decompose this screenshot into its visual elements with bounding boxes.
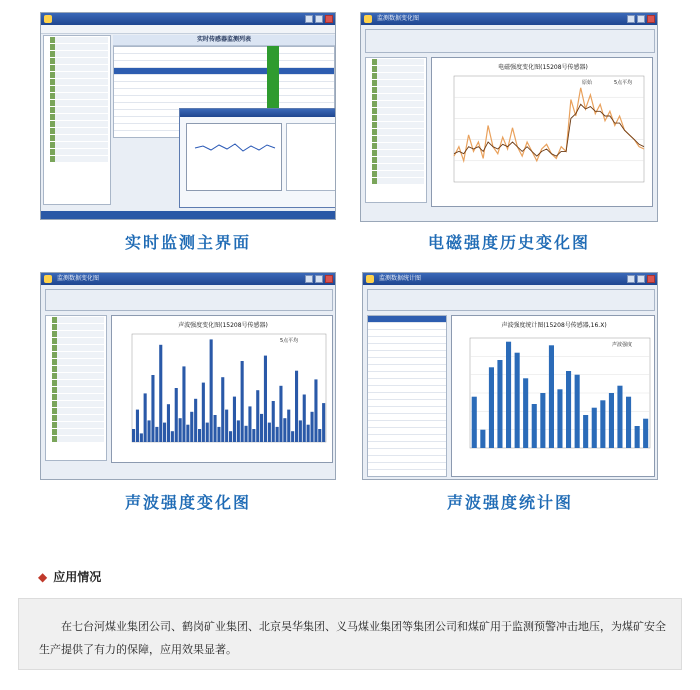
bar xyxy=(515,353,520,448)
bar xyxy=(549,345,554,448)
sensor-tree[interactable] xyxy=(43,35,111,205)
bar xyxy=(566,371,571,448)
maximize-icon[interactable] xyxy=(637,275,645,283)
bar xyxy=(532,404,537,448)
bar xyxy=(206,423,209,442)
bar xyxy=(557,389,562,448)
bar xyxy=(167,404,170,442)
em-history-svg xyxy=(432,58,654,208)
window-title: 监测数据统计图 xyxy=(379,275,422,282)
legend-label: 5点平均 xyxy=(280,338,299,344)
bar xyxy=(190,412,193,442)
legend-label: 原始 xyxy=(582,80,593,86)
close-icon[interactable] xyxy=(325,15,333,23)
bar xyxy=(221,377,224,442)
bar xyxy=(626,397,631,448)
bar xyxy=(155,427,158,442)
bar xyxy=(198,429,201,442)
section-title-text: 应用情况 xyxy=(53,570,102,584)
window-titlebar xyxy=(363,273,657,285)
stats-table[interactable] xyxy=(367,315,447,477)
bar xyxy=(283,418,286,442)
bar xyxy=(132,429,135,442)
bar xyxy=(489,367,494,448)
bar xyxy=(272,401,275,442)
query-controls[interactable] xyxy=(367,289,655,311)
caption-acoustic-change: 声波强度变化图 xyxy=(124,493,251,512)
minimize-icon[interactable] xyxy=(627,275,635,283)
maximize-icon[interactable] xyxy=(315,275,323,283)
close-icon[interactable] xyxy=(325,275,333,283)
acoustic-stats-chart xyxy=(451,315,655,477)
chart-title: 声波强度统计图(15208号传感器,16.X) xyxy=(501,322,607,329)
bar xyxy=(179,418,182,442)
close-icon[interactable] xyxy=(647,275,655,283)
acoustic-stats-svg xyxy=(452,316,656,478)
bar xyxy=(217,427,220,442)
bar xyxy=(540,393,545,448)
status-bar xyxy=(41,211,336,220)
section-title xyxy=(38,568,101,585)
caption-realtime: 实时监测主界面 xyxy=(124,233,251,252)
acoustic-change-screenshot xyxy=(40,272,336,480)
bar xyxy=(287,410,290,442)
sensor-list[interactable] xyxy=(365,57,427,203)
realtime-info-panel xyxy=(286,123,336,191)
realtime-panel-title: 实时传感器监测列表 xyxy=(113,35,335,46)
bar xyxy=(256,390,259,442)
bar xyxy=(148,420,151,442)
bar xyxy=(202,383,205,442)
inner-window-titlebar xyxy=(180,109,336,117)
chart-title: 声波强度变化图(15208号传感器) xyxy=(178,322,268,329)
bar xyxy=(600,400,605,448)
caption-acoustic-stats: 声波强度统计图 xyxy=(446,493,573,512)
app-icon xyxy=(44,275,52,283)
bar xyxy=(171,431,174,442)
window-titlebar xyxy=(361,13,657,25)
bar xyxy=(214,415,217,442)
bar xyxy=(151,375,154,442)
realtime-plot-svg xyxy=(187,124,283,192)
legend-label: 5点平均 xyxy=(614,80,633,86)
window-title: 监测数据变化图 xyxy=(377,15,420,22)
bar xyxy=(322,403,325,442)
acoustic-stats-screenshot xyxy=(362,272,658,480)
em-history-screenshot xyxy=(360,12,658,222)
window-titlebar xyxy=(41,13,335,25)
bar xyxy=(279,386,282,442)
bar xyxy=(635,426,640,448)
description-text: 在七台河煤业集团公司、鹤岗矿业集团、北京昊华集团、义马煤业集团等集团公司和煤矿用于监测预警冲击地压，为煤矿安全生产提供了有力的保障，应用效果显著。 xyxy=(39,620,666,656)
bar xyxy=(260,414,263,442)
plot-area xyxy=(454,76,644,182)
bar xyxy=(194,399,197,442)
realtime-monitor-screenshot xyxy=(40,12,336,220)
bar xyxy=(472,397,477,448)
maximize-icon[interactable] xyxy=(637,15,645,23)
bar xyxy=(229,431,232,442)
bar xyxy=(592,408,597,448)
bar xyxy=(497,360,502,448)
realtime-curve-window xyxy=(179,108,336,208)
bar xyxy=(523,378,528,448)
window-title: 监测数据变化图 xyxy=(57,275,100,282)
bar xyxy=(575,375,580,448)
bar xyxy=(210,339,213,442)
query-controls[interactable] xyxy=(365,29,655,53)
bar xyxy=(307,425,310,442)
minimize-icon[interactable] xyxy=(305,275,313,283)
bar xyxy=(617,386,622,448)
app-icon xyxy=(366,275,374,283)
acoustic-change-chart xyxy=(111,315,333,463)
bar xyxy=(182,366,185,442)
bar xyxy=(144,393,147,442)
bar xyxy=(314,379,317,442)
bar xyxy=(175,388,178,442)
bar xyxy=(311,412,314,442)
bar xyxy=(241,361,244,442)
bar xyxy=(186,425,189,442)
bar xyxy=(237,420,240,442)
bar xyxy=(299,420,302,442)
bar xyxy=(609,393,614,448)
query-controls[interactable] xyxy=(45,289,333,311)
bar xyxy=(318,429,321,442)
bar xyxy=(506,342,511,448)
bar xyxy=(252,429,255,442)
close-icon[interactable] xyxy=(647,15,655,23)
bar xyxy=(136,410,139,442)
bar xyxy=(480,430,485,448)
realtime-plot xyxy=(186,123,282,191)
bottom-options[interactable] xyxy=(365,207,655,219)
bar xyxy=(225,410,228,442)
window-titlebar xyxy=(41,273,335,285)
bar xyxy=(159,345,162,442)
bar xyxy=(245,426,248,442)
bar xyxy=(140,433,143,442)
acoustic-change-svg xyxy=(112,316,334,464)
bar xyxy=(163,423,166,442)
app-icon xyxy=(44,15,52,23)
bar xyxy=(248,406,251,442)
minimize-icon[interactable] xyxy=(627,15,635,23)
caption-em-history: 电磁强度历史变化图 xyxy=(427,233,590,252)
diamond-bullet-icon: ◆ xyxy=(38,570,48,584)
sensor-tree[interactable] xyxy=(45,315,107,461)
bar xyxy=(233,397,236,442)
minimize-icon[interactable] xyxy=(305,15,313,23)
bar xyxy=(303,395,306,443)
bar xyxy=(268,423,271,442)
em-history-chart xyxy=(431,57,653,207)
bottom-options[interactable] xyxy=(45,465,333,477)
bar xyxy=(291,431,294,442)
bar xyxy=(643,419,648,448)
application-description xyxy=(18,598,682,670)
bar xyxy=(583,415,588,448)
chart-title: 电磁强度变化图(15208号传感器) xyxy=(498,64,588,71)
bar xyxy=(264,356,267,442)
maximize-icon[interactable] xyxy=(315,15,323,23)
realtime-curve xyxy=(195,144,275,151)
menu-bar xyxy=(41,25,335,34)
app-icon xyxy=(364,15,372,23)
bar xyxy=(276,427,279,442)
bar xyxy=(295,371,298,442)
legend-label: 声波强度 xyxy=(612,342,633,348)
